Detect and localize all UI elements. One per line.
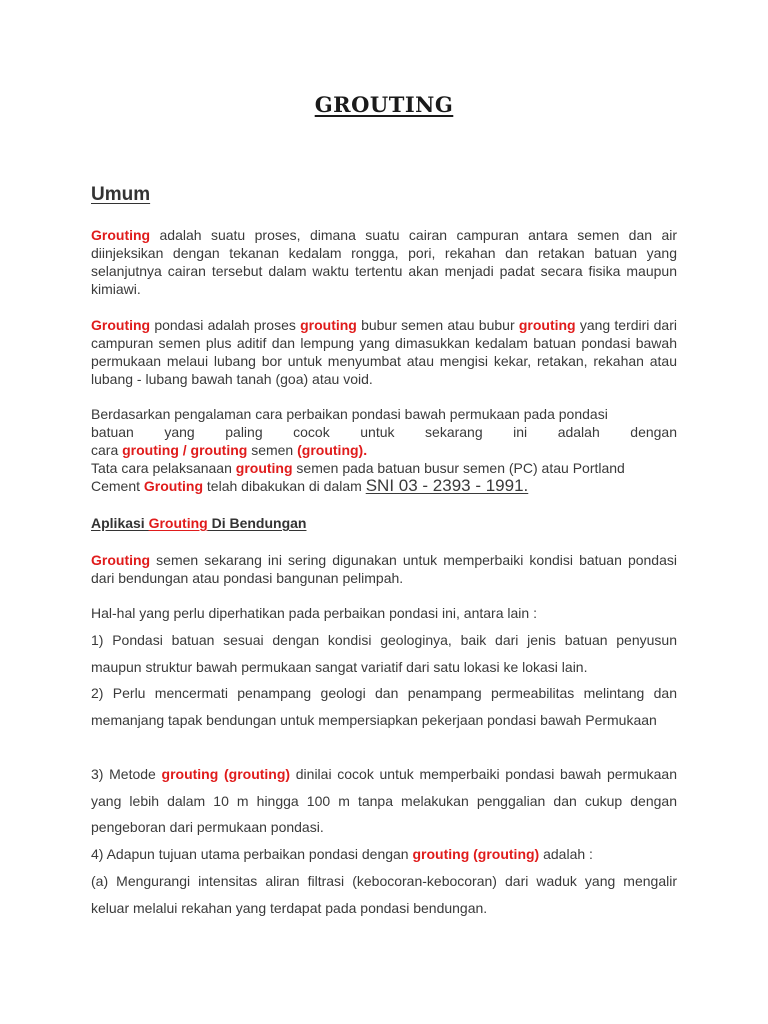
text-fragment: semen pada batuan busur semen (PC) atau Portland [292,460,625,476]
paragraph-grouting-pondasi [91,316,677,388]
text-fragment: telah dibakukan di dalam [203,478,366,494]
subheading-text: Aplikasi [91,515,149,531]
paragraph-hal-hal: Hal-hal yang perlu diperhatikan pada perbaikan pondasi ini, antara lain : [91,605,537,621]
paragraph-line [91,441,677,459]
text-fragment: cara [91,442,123,458]
subheading-text: Di Bendungan [207,515,307,531]
text-fragment: Cement [91,478,144,494]
text-fragment: semen [247,442,298,458]
keyword-grouting: grouting [235,460,293,476]
keyword-grouting: Grouting [91,317,151,333]
section-heading-umum: Umum [91,184,151,205]
list-item-text: 3) Metode [91,766,162,782]
paragraph-text: yang terdiri dari campuran semen plus aditif dan lempung yang dimasukkan kedalam batuan pondasi bawah permukaan melaui lubang bor untuk menyumbat atau mengisi kekar, retakan, rekahan atau lubang - lubang bawah tanah (goa) atau void. [91,317,677,387]
keyword-grouting: Grouting [148,515,208,531]
keyword-grouting: Grouting [91,227,151,243]
keyword-grouting: grouting [300,317,357,333]
list-item-text: 4) Adapun tujuan utama perbaikan pondasi dengan [91,846,413,862]
text-fragment: Tata cara pelaksanaan [91,460,236,476]
keyword-grouting: grouting (grouting) [161,766,291,782]
paragraph-text: pondasi adalah proses [150,317,301,333]
keyword-grouting: (grouting). [297,442,368,458]
keyword-grouting: grouting (grouting) [412,846,540,862]
paragraph-line: batuan yang paling cocok untuk sekarang ini adalah dengan [91,424,677,440]
list-item-text: adalah : [539,846,593,862]
paragraph-text: semen sekarang ini sering digunakan untuk memperbaiki kondisi batuan pondasi dari bendungan atau pondasi bangunan pelimpah. [91,552,677,586]
list-item-5: (a) Mengurangi intensitas aliran filtrasi (kebocoran-kebocoran) dari waduk yang mengalir keluar melalui rekahan yang terdapat pada pondasi bendungan. [91,873,677,916]
paragraph-definition [91,226,677,298]
paragraph-line [91,477,677,495]
list-item-3 [91,761,677,841]
paragraph-text: bubur semen atau bubur [356,317,519,333]
subheading-aplikasi [91,515,306,531]
paragraph-grouting-semen [91,551,677,587]
paragraph-berdasarkan [91,405,677,495]
keyword-grouting: Grouting [91,552,151,568]
list-item-1: 1) Pondasi batuan sesuai dengan kondisi geologinya, baik dari jenis batuan penyusun maupun struktur bawah permukaan sangat variatif dari satu lokasi ke lokasi lain. [91,632,677,675]
keyword-grouting: grouting / grouting [122,442,248,458]
keyword-grouting: Grouting [143,478,204,494]
list-item-text: dinilai cocok untuk memperbaiki pondasi bawah permukaan yang lebih dalam 10 m hingga 100 m tanpa melakukan penggalian dan cukup dengan pengeboran dari permukaan pondasi. [91,766,678,835]
paragraph-line: Berdasarkan pengalaman cara perbaikan pondasi bawah permukaan pada pondasi [91,406,608,422]
paragraph-line [91,459,677,477]
paragraph-text: adalah suatu proses, dimana suatu cairan campuran antara semen dan air diinjeksikan dengan tekanan kedalam rongga, pori, rekahan dan retakan batuan yang selanjutnya cairan tersebut dalam waktu tertentu akan menjadi padat secara fisika maupun kimiawi. [91,227,677,297]
keyword-grouting: grouting [518,317,576,333]
sni-reference: SNI 03 - 2393 - 1991. [365,476,529,495]
list-item-4 [91,841,677,868]
list-item-2: 2) Perlu mencermati penampang geologi dan penampang permeabilitas melintang dan memanjang tapak bendungan untuk mempersiapkan pekerjaan pondasi bawah Permukaan [91,685,677,728]
document-title: GROUTING [314,92,454,117]
